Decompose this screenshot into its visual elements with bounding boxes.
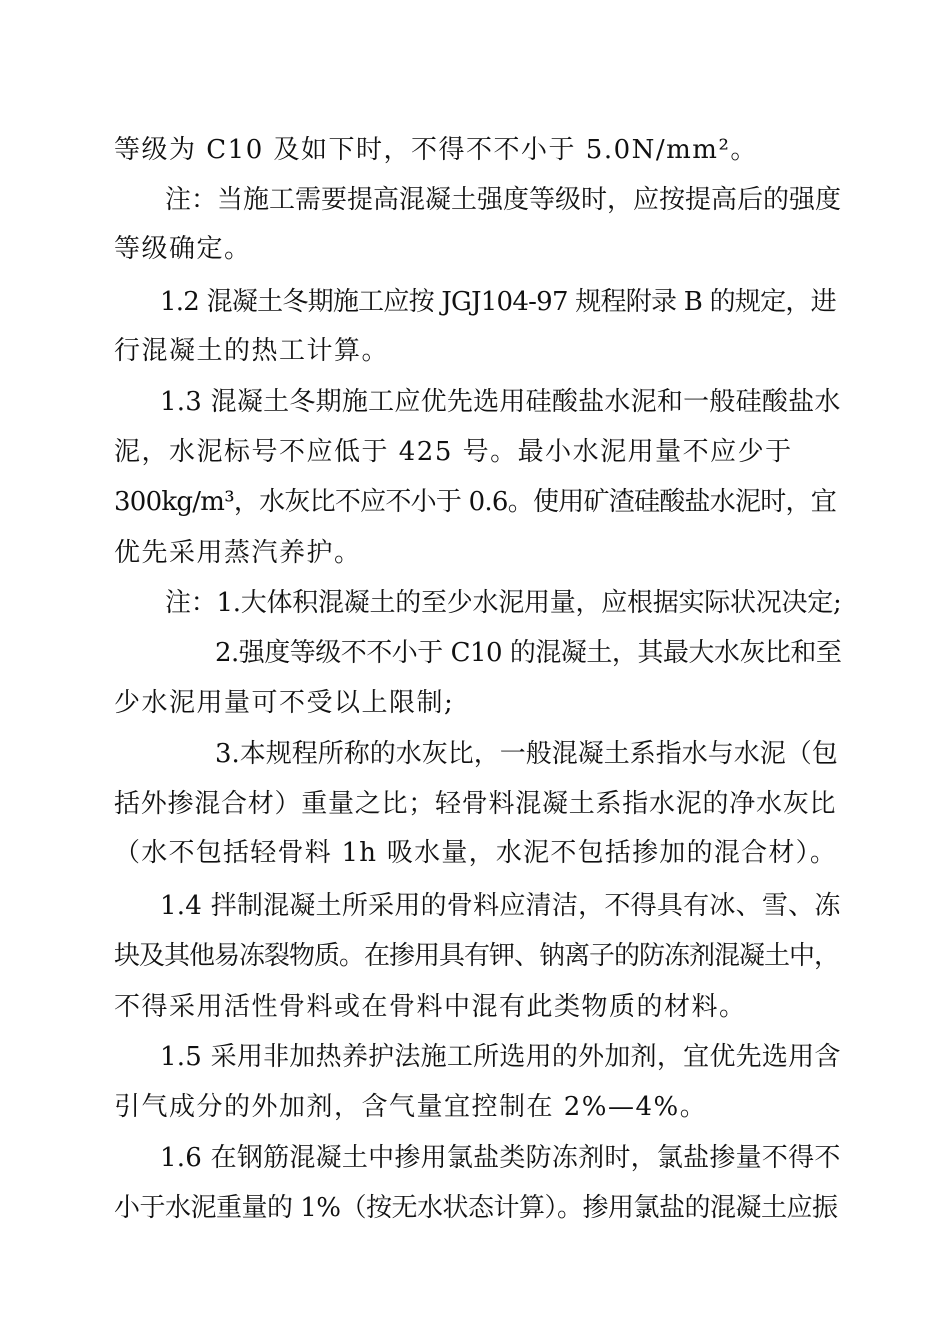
text-line-16: 1.4 拌制混凝土所采用的骨料应清洁，不得具有冰、雪、冻 [160,891,841,921]
text-line-21: 1.6 在钢筋混凝土中掺用氯盐类防冻剂时，氯盐掺量不得不 [160,1143,841,1173]
text-line-15: （水不包括轻骨料 1h 吸水量，水泥不包括掺加的混合材）。 [114,838,838,868]
text-line-9: 优先采用蒸汽养护。 [114,538,362,568]
text-line-10: 注：1.大体积混凝土的至少水泥用量，应根据实际状况决定; [165,588,842,618]
text-line-2: 注：当施工需要提高混凝土强度等级时，应按提高后的强度 [165,185,842,215]
text-line-6: 1.3 混凝土冬期施工应优先选用硅酸盐水泥和一般硅酸盐水 [160,387,841,417]
text-line-19: 1.5 采用非加热养护法施工所选用的外加剂，宜优先选用含 [160,1042,841,1072]
text-line-3: 等级确定。 [114,234,252,264]
text-line-20: 引气成分的外加剂，含气量宜控制在 2%—4%。 [114,1092,708,1122]
text-line-17: 块及其他易冻裂物质。在掺用具有钾、钠离子的防冻剂混凝土中， [114,941,840,971]
text-line-5: 行混凝土的热工计算。 [114,336,390,366]
text-line-12: 少水泥用量可不受以上限制; [114,688,455,718]
text-line-7: 泥，水泥标号不应低于 425 号。最小水泥用量不应少于 [114,437,793,467]
text-line-4: 1.2 混凝土冬期施工应按 JGJ104-97 规程附录 B 的规定，进 [160,287,836,317]
text-line-14: 括外掺混合材）重量之比；轻骨料混凝土系指水泥的净水灰比 [114,789,837,819]
text-line-8: 300kg/m³，水灰比不应不小于 0.6。使用矿渣硅酸盐水泥时，宜 [114,487,836,517]
text-line-22: 小于水泥重量的 1%（按无水状态计算）。掺用氯盐的混凝土应振 [114,1193,838,1223]
text-line-1: 等级为 C10 及如下时，不得不不小于 5.0N/mm²。 [114,135,758,165]
text-line-13: 3.本规程所称的水灰比，一般混凝土系指水与水泥（包 [215,739,838,769]
text-line-11: 2.强度等级不不小于 C10 的混凝土，其最大水灰比和至 [215,638,842,668]
text-line-18: 不得采用活性骨料或在骨料中混有此类物质的材料。 [114,992,747,1022]
